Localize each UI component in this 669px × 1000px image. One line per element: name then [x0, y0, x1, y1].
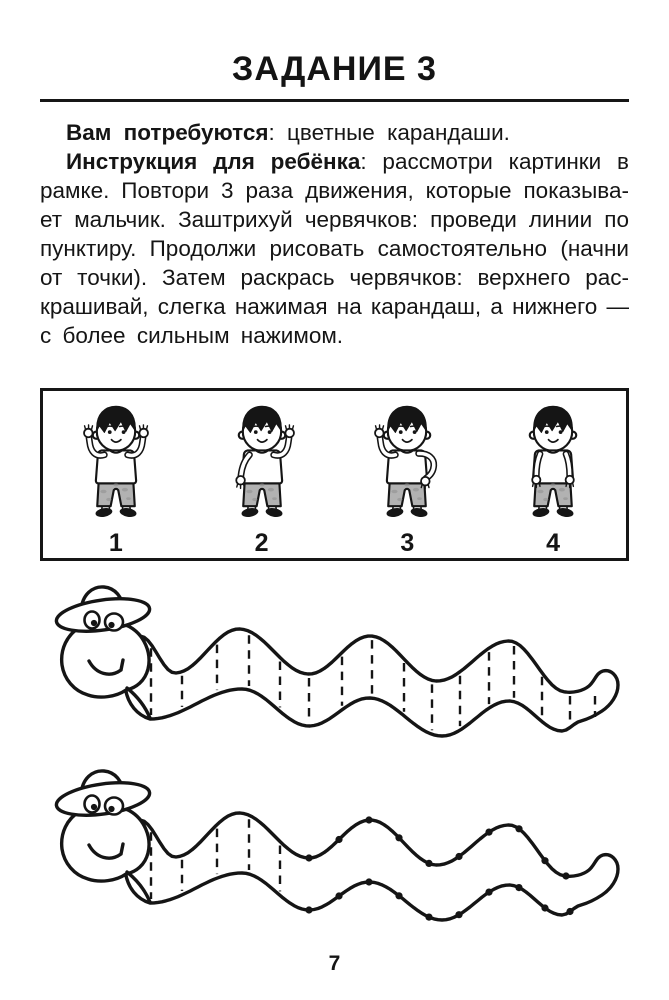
page-number: 7 — [328, 952, 341, 975]
instructions-lead: Инструкция для ребёнка — [66, 149, 361, 174]
worm-dotted-illustration — [40, 765, 629, 937]
instruction-line: крашивай, слегка нажимая на карандаш, а нижнего — — [40, 294, 629, 319]
instruction-line — [40, 147, 629, 176]
instruction-line: от точки). Затем раскрась червячков: верхнего рас- — [40, 265, 629, 290]
figure-boy-3 — [361, 395, 453, 558]
materials-rest: : цветные карандаши. — [268, 120, 510, 145]
boy-4-arms-down-illustration — [507, 395, 599, 529]
worm-dashed-illustration — [40, 581, 629, 753]
figure-boy-4 — [507, 395, 599, 558]
figure-label-4: 4 — [546, 529, 561, 557]
instruction-line: ет мальчик. Заштрихуй червячков: проведи линии по — [40, 207, 629, 232]
boy-3-left-arm-up-illustration — [361, 395, 453, 529]
instructions-lead-rest: : рассмотри картинки в — [360, 149, 629, 174]
title-rule — [40, 99, 629, 102]
figure-label-3: 3 — [400, 529, 415, 557]
figure-label-2: 2 — [254, 529, 269, 557]
materials-line — [40, 118, 629, 147]
instruction-line: рамке. Повтори 3 раза движения, которые показыва- — [40, 178, 629, 203]
figure-label-1: 1 — [108, 529, 123, 557]
boy-1-both-arms-up-illustration — [70, 395, 162, 529]
instruction-line: пунктиру. Продолжи рисовать самостоятельно (начни — [40, 236, 629, 261]
figure-boy-2 — [216, 395, 308, 558]
boy-2-right-arm-up-illustration — [216, 395, 308, 529]
figure-boy-1 — [70, 395, 162, 558]
page-title: ЗАДАНИЕ 3 — [232, 50, 437, 88]
exercise-frame — [40, 388, 629, 561]
instruction-line: с более сильным нажимом. — [40, 323, 344, 348]
materials-lead: Вам потребуются — [66, 120, 269, 145]
instruction-text — [40, 118, 629, 350]
